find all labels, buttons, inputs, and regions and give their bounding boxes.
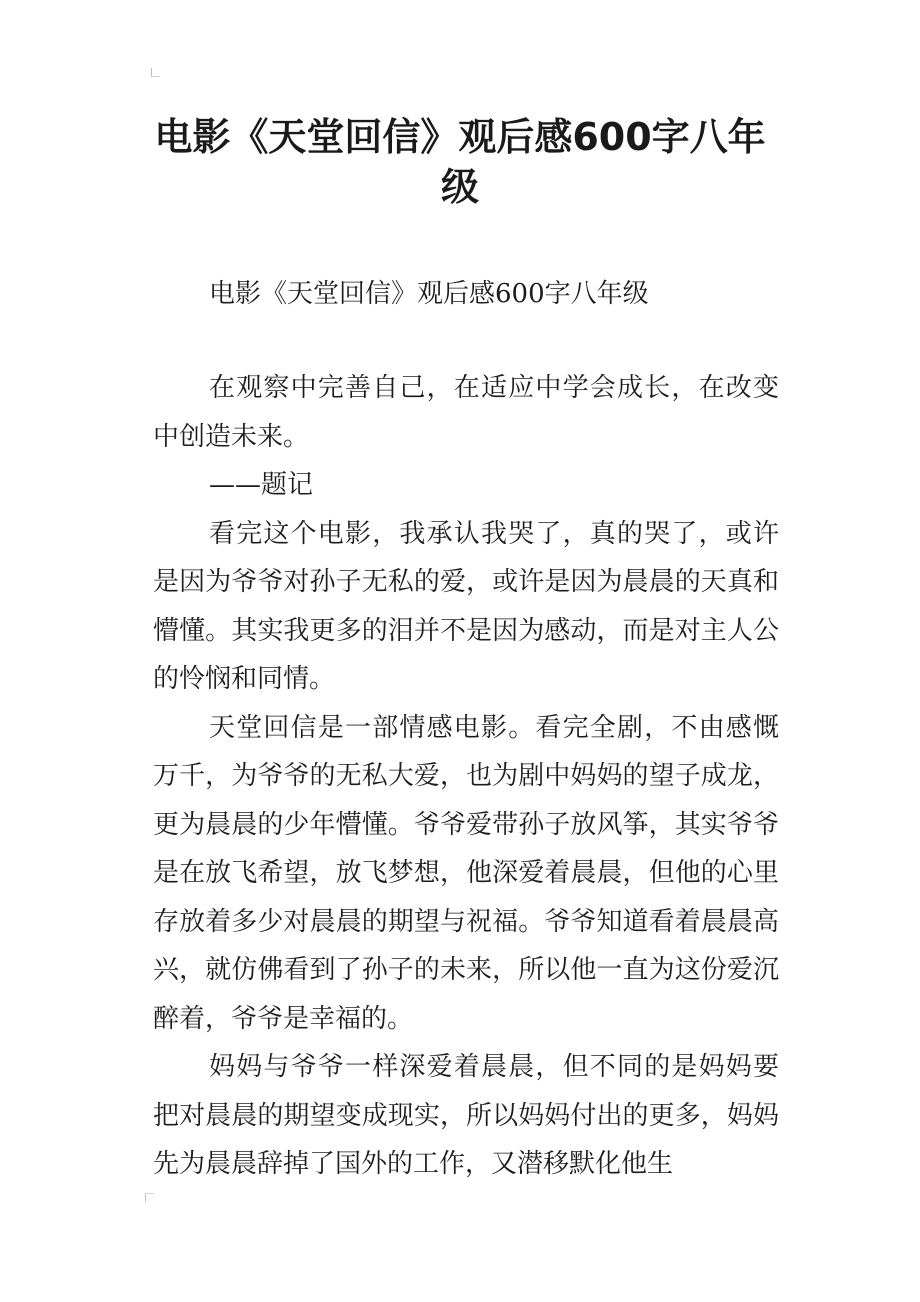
paragraph-2: 天堂回信是一部情感电影。看完全剧，不由感慨万千，为爷爷的无私大爱，也为剧中妈妈的望子成龙，更为晨晨的少年懵懂。爷爷爱带孙子放风筝，其实爷爷是在放飞希望，放飞梦想，他深爱着晨晨，但他的心里存放着多少对晨晨的期望与祝福。爷爷知道看着晨晨高兴，就仿佛看到了孙子的未来，所以他一直为这份爱沉醉着，爷爷是幸福的。 — [153, 712, 779, 1034]
paragraph-3: 妈妈与爷爷一样深爱着晨晨，但不同的是妈妈要把对晨晨的期望变成现实，所以妈妈付出的更多，妈妈先为晨晨辞掉了国外的工作，又潜移默化他生 — [153, 1052, 779, 1179]
document-title: 电影《天堂回信》观后感600字八年级 — [154, 115, 766, 209]
document-subtitle: 电影《天堂回信》观后感600字八年级 — [209, 279, 649, 309]
crop-mark-bottom — [145, 1193, 154, 1202]
paragraph-epigraph-source: ——题记 — [209, 470, 314, 500]
document-body — [153, 364, 779, 1189]
paragraph-epigraph: 在观察中完善自己，在适应中学会成长，在改变中创造未来。 — [153, 373, 779, 452]
crop-mark-top — [151, 68, 160, 77]
paragraph-1: 看完这个电影，我承认我哭了，真的哭了，或许是因为爷爷对孙子无私的爱，或许是因为晨晨的天真和懵懂。其实我更多的泪并不是因为感动，而是对主人公的怜悯和同情。 — [153, 518, 779, 694]
